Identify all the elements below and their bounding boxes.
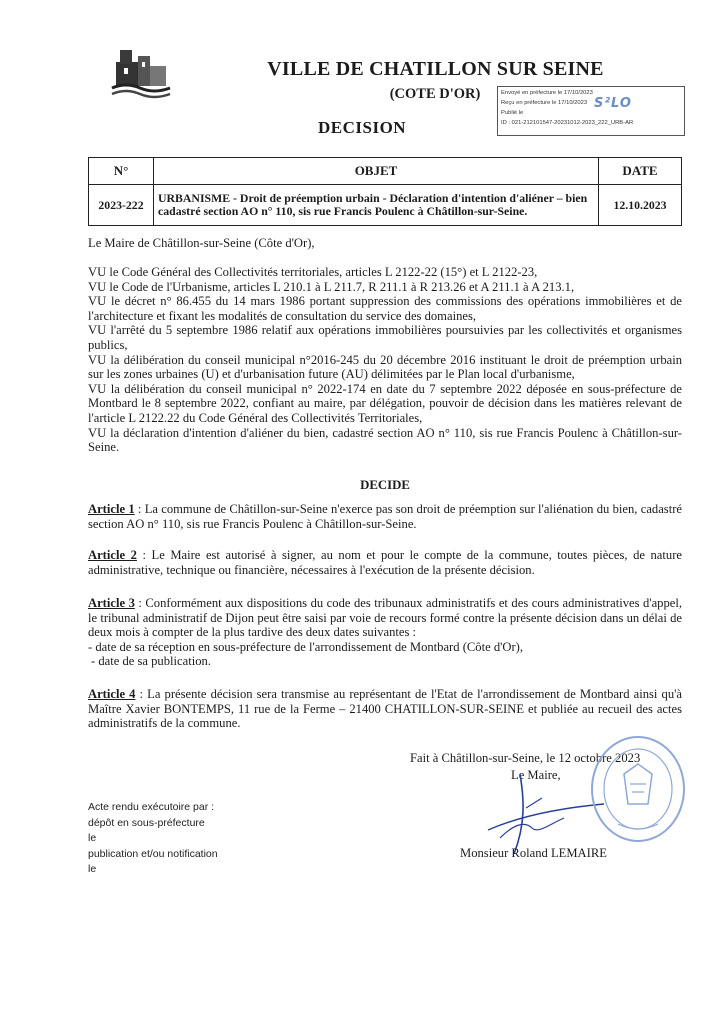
col-number-header: N° <box>89 158 154 185</box>
signer-name: Monsieur Roland LEMAIRE <box>460 846 607 860</box>
stamp-signature: S²LO <box>594 96 632 111</box>
vu-clause: VU le Code de l'Urbanisme, articles L 210.1 à L 211.7, R 211.1 à R 213.26 et A 211.1 à A 213.1, <box>88 279 575 294</box>
preamble-vu-list <box>88 265 682 455</box>
note-line: publication et/ou notification <box>88 847 218 860</box>
article-1 <box>88 502 682 531</box>
stamp-line: Reçu en préfecture le 17/10/2023 <box>501 100 588 106</box>
article-3 <box>88 596 682 669</box>
note-line: le <box>88 832 97 844</box>
decision-object: URBANISME - Droit de préemption urbain - Déclaration d'intention d'aliéner – bien cadastré section AO n° 110, sis rue Francis Poulenc à Châtillon-sur-Seine. <box>154 185 599 226</box>
vu-clause: VU la déclaration d'intention d'aliéner du bien, cadastré section AO n° 110, sis rue Francis Poulenc à Châtillon-sur-Seine. <box>88 425 682 455</box>
article-text: : La présente décision sera transmise au représentant de l'Etat de l'arrondissement de Montbard ainsi qu'à Maître Xavier BONTEMPS, 11 rue de la Ferme – 21400 CHATILLON-SUR-SEINE et publiée au recueil des actes administratifs de la commune. <box>88 687 682 731</box>
reference-table <box>88 157 682 226</box>
signer-role: Le Maire, <box>511 768 561 782</box>
article-text: : La commune de Châtillon-sur-Seine n'exerce pas son droit de préemption sur l'aliénation du bien, cadastré section AO n° 110, sis rue Francis Poulenc à Châtillon-sur-Seine. <box>88 502 682 531</box>
vu-clause: VU la délibération du conseil municipal n°2016-245 du 20 décembre 2016 instituant le droit de préemption urbain sur les zones urbaines (U) et d'urbanisation future (AU) délimitées par le Plan local d'urbanisme, <box>88 352 682 382</box>
decide-heading: DECIDE <box>360 478 410 492</box>
note-line: dépôt en sous-préfecture <box>88 816 205 829</box>
vu-clause: VU le Code Général des Collectivités territoriales, articles L 2122-22 (15°) et L 2122-23, <box>88 265 538 279</box>
decision-number: 2023-222 <box>89 185 154 226</box>
article-label: Article 4 <box>88 687 136 701</box>
vu-clause: VU l'arrêté du 5 septembre 1986 relatif aux opérations immobilières poursuivies par les collectivités et organismes publics, <box>88 323 682 352</box>
page-subtitle: (COTE D'OR) <box>389 86 481 102</box>
note-line: le <box>88 863 97 875</box>
prefecture-stamp <box>497 86 685 136</box>
city-logo <box>110 44 172 100</box>
stamp-line: Publié le <box>501 110 524 116</box>
article-text: : Conformément aux dispositions du code des tribunaux administratifs et des cours administratives d'appel, le tribunal administratif de Dijon peut être saisi par voie de recours formé contre la présente décision dans un délai de deux mois à compter de la plus tardive des deux dates suivantes : <box>88 596 682 640</box>
article-label: Article 1 <box>88 502 135 516</box>
article-2 <box>88 548 682 577</box>
decision-date: 12.10.2023 <box>599 185 682 226</box>
article-item: - date de sa publication. <box>91 654 211 669</box>
article-4 <box>88 687 682 731</box>
place-date: Fait à Châtillon-sur-Seine, le 12 octobre 2023 <box>410 751 641 765</box>
stamp-line: ID : 021-212101547-20231012-2023_222_URB-AR <box>501 120 634 126</box>
preamble-intro: Le Maire de Châtillon-sur-Seine (Côte d'Or), <box>88 236 315 250</box>
note-line: Acte rendu exécutoire par : <box>88 801 215 813</box>
enforcement-note <box>88 800 218 878</box>
col-date-header: DATE <box>599 158 682 185</box>
official-seal <box>588 734 688 844</box>
vu-clause: VU le décret n° 86.455 du 14 mars 1986 portant suppression des commissions des opérations immobilières et de l'architecture et fixant les modalités de consultation du service des domaines, <box>88 294 682 323</box>
article-text: : Le Maire est autorisé à signer, au nom et pour le compte de la commune, toutes pièces, de nature administrative, technique ou financière, nécessaires à l'exécution de la présente décision. <box>88 548 682 577</box>
page-title: VILLE DE CHATILLON SUR SEINE <box>267 58 604 80</box>
article-label: Article 3 <box>88 596 135 610</box>
article-item: - date de sa réception en sous-préfecture de l'arrondissement de Montbard (Côte d'Or), <box>88 639 524 654</box>
document-type: DECISION <box>318 118 407 137</box>
col-object-header: OBJET <box>154 158 599 185</box>
stamp-line: Envoyé en préfecture le 17/10/2023 <box>501 90 593 96</box>
article-label: Article 2 <box>88 548 137 562</box>
vu-clause: VU la délibération du conseil municipal n° 2022-174 en date du 7 septembre 2022 déposée en sous-préfecture de Montbard le 8 septembre 2022, confiant au maire, par délégation, pouvoir de décision dans les matières relevant de l'article L 2122.22 du Code Général des Collectivités Territoriales, <box>88 381 682 425</box>
